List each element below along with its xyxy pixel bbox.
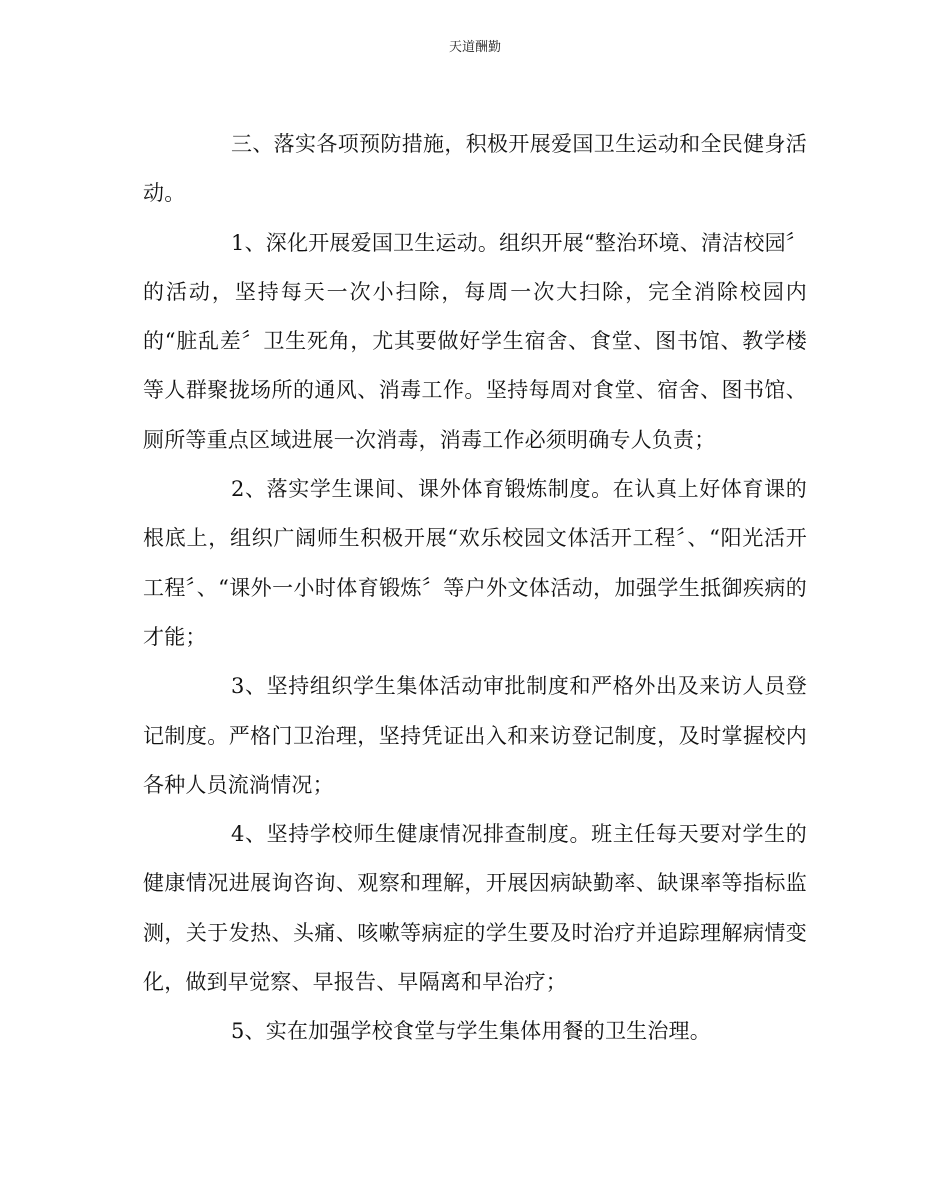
paragraph-item-5: 5、实在加强学校食堂与学生集体用餐的卫生治理。 <box>231 1019 711 1044</box>
paragraph-item-4: 4、坚持学校师生健康情况排查制度。班主任每天要对学生的健康情况进展询咨询、观察和理解，开展因病缺勤率、缺课率等指标监测，关于发热、头痛、咳嗽等病症的学生要及时治疗并追踪理解病情变化，做到早觉察、早报告、早隔离和早治疗； <box>143 822 807 995</box>
page-header: 天道酬勤 <box>448 40 501 55</box>
document-body <box>143 120 807 1057</box>
section-heading: 三、落实各项预防措施，积极开展爱国卫生运动和全民健身活动。 <box>143 132 807 206</box>
paragraph-item-2: 2、落实学生课间、课外体育锻炼制度。在认真上好体育课的根底上，组织广阔师生积极开展“欢乐校园文体活开工程〞、“阳光活开工程〞、“课外一小时体育锻炼〞等户外文体活动，加强学生抵御疾病的才能； <box>143 477 807 649</box>
paragraph-item-1: 1、深化开展爱国卫生运动。组织开展“整治环境、清洁校园〞的活动，坚持每天一次小扫除，每周一次大扫除，完全消除校园内的“脏乱差〞卫生死角，尤其要做好学生宿舍、食堂、图书馆、教学楼等人群聚拢场所的通风、消毒工作。坚持每周对食堂、宿舍、图书馆、厕所等重点区域进展一次消毒，消毒工作必须明确专人负责； <box>143 230 807 452</box>
paragraph-item-3: 3、坚持组织学生集体活动审批制度和严格外出及来访人员登记制度。严格门卫治理，坚持凭证出入和来访登记制度，及时掌握校内各种人员流淌情况； <box>143 674 807 797</box>
